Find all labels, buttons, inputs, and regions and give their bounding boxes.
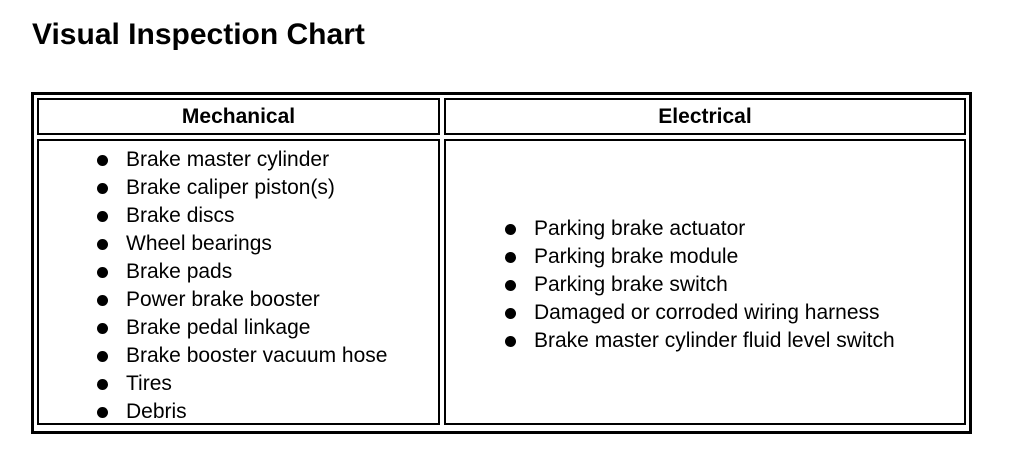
list-item xyxy=(502,327,895,355)
electrical-header-label: Electrical xyxy=(658,104,752,128)
list-item-text: Brake master cylinder fluid level switch xyxy=(534,329,895,352)
list-item xyxy=(502,215,895,243)
list-item xyxy=(94,146,387,174)
list-item-text: Power brake booster xyxy=(126,288,320,311)
list-item-text: Tires xyxy=(126,372,172,395)
bullet-icon xyxy=(505,224,516,235)
bullet-icon xyxy=(505,280,516,291)
list-item-text: Wheel bearings xyxy=(126,232,272,255)
bullet-icon xyxy=(97,379,108,390)
list-item xyxy=(94,342,387,370)
list-item-text: Brake caliper piston(s) xyxy=(126,176,335,199)
list-item xyxy=(94,230,387,258)
list-item xyxy=(94,258,387,286)
bullet-icon xyxy=(505,336,516,347)
mechanical-item-list xyxy=(94,146,387,426)
bullet-icon xyxy=(97,267,108,278)
bullet-icon xyxy=(97,211,108,222)
electrical-item-list xyxy=(502,215,895,355)
list-item xyxy=(94,398,387,426)
list-item xyxy=(502,299,895,327)
list-item-text: Brake discs xyxy=(126,204,235,227)
list-item-text: Parking brake switch xyxy=(534,273,728,296)
list-item-text: Parking brake module xyxy=(534,245,739,268)
list-item xyxy=(94,370,387,398)
list-item-text: Brake booster vacuum hose xyxy=(126,344,388,367)
electrical-column-header xyxy=(444,98,966,135)
list-item-text: Debris xyxy=(126,400,187,423)
list-item xyxy=(94,314,387,342)
list-item-text: Brake pedal linkage xyxy=(126,316,311,339)
list-item xyxy=(94,174,387,202)
mechanical-column-header xyxy=(37,98,440,135)
list-item-text: Brake master cylinder xyxy=(126,148,330,171)
bullet-icon xyxy=(505,252,516,263)
list-item-text: Parking brake actuator xyxy=(534,217,746,240)
bullet-icon xyxy=(97,323,108,334)
bullet-icon xyxy=(97,239,108,250)
mechanical-header-label: Mechanical xyxy=(181,104,296,128)
mechanical-items-cell xyxy=(37,139,440,425)
list-item xyxy=(94,286,387,314)
list-item xyxy=(502,243,895,271)
page-title: Visual Inspection Chart xyxy=(32,18,365,51)
bullet-icon xyxy=(97,407,108,418)
list-item-text: Damaged or corroded wiring harness xyxy=(534,301,880,324)
bullet-icon xyxy=(97,295,108,306)
list-item xyxy=(94,202,387,230)
bullet-icon xyxy=(97,351,108,362)
bullet-icon xyxy=(97,183,108,194)
list-item-text: Brake pads xyxy=(126,260,233,283)
list-item xyxy=(502,271,895,299)
bullet-icon xyxy=(505,308,516,319)
electrical-items-cell xyxy=(444,139,966,425)
bullet-icon xyxy=(97,155,108,166)
